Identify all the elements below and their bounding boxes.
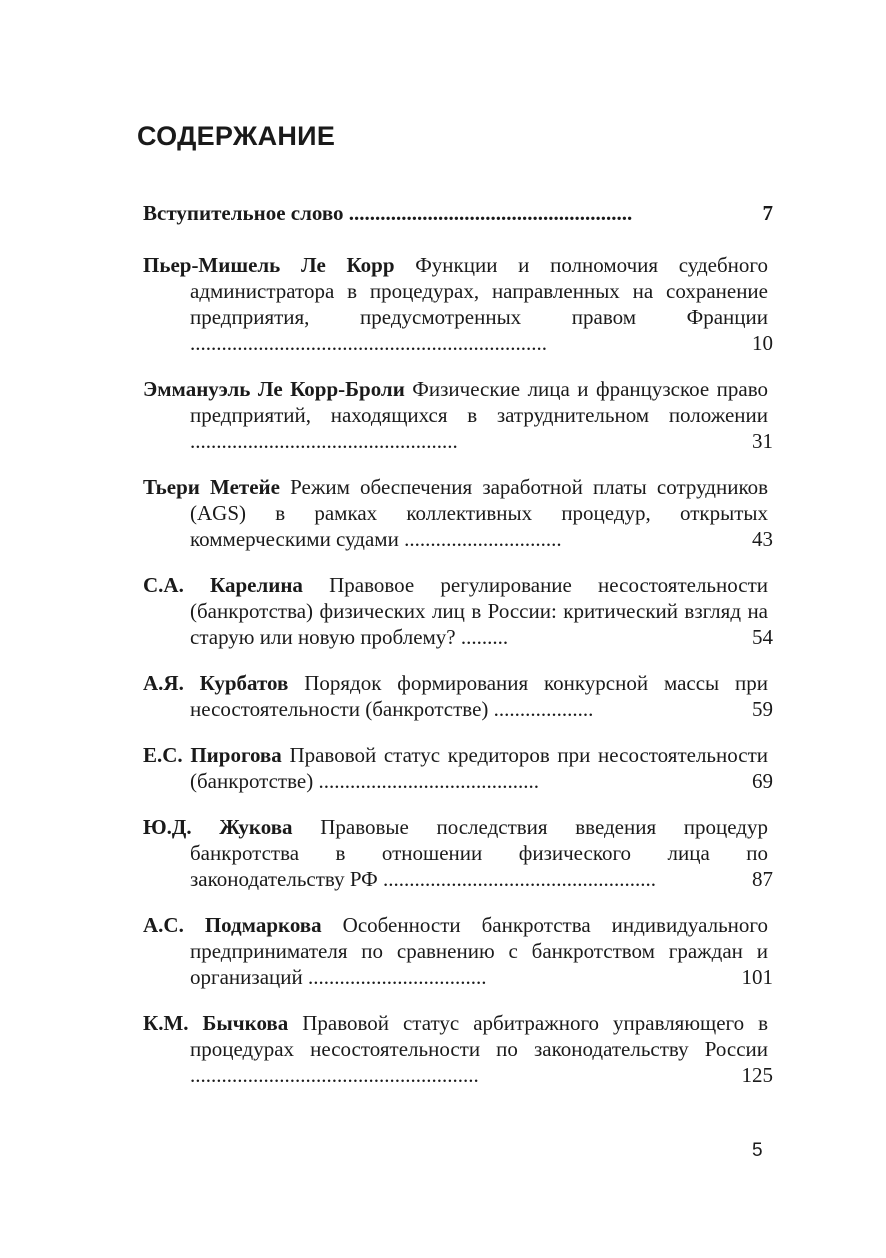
entry-title: Правовое регулирование несостоятельности (банкротства) физических лиц в России: критический взгляд на старую или новую проблему? bbox=[190, 573, 768, 649]
page-title: СОДЕРЖАНИЕ bbox=[137, 121, 336, 151]
entry-page-number: 7 bbox=[762, 201, 773, 225]
toc-entry-introduction[interactable] bbox=[143, 200, 773, 226]
entry-title: Особенности банкротства индивидуального предпринимателя по сравнению с банкротством граждан и организаций bbox=[190, 913, 768, 989]
dot-leader: .......................................... bbox=[318, 769, 539, 793]
entry-author: А.С. Подмаркова bbox=[143, 913, 322, 937]
toc-entry[interactable] bbox=[143, 1010, 773, 1088]
dot-leader: ................................................... bbox=[190, 429, 458, 453]
entry-text bbox=[143, 572, 768, 650]
toc-entry[interactable] bbox=[143, 474, 773, 552]
entry-page-number: 54 bbox=[752, 625, 773, 649]
entry-title: Физические лица и французское право предприятий, находящихся в затруднительном положении bbox=[190, 377, 768, 427]
entry-page-number: 87 bbox=[752, 867, 773, 891]
entry-text bbox=[143, 1010, 768, 1088]
entry-text bbox=[143, 376, 768, 454]
dot-leader: .................................. bbox=[308, 965, 487, 989]
entry-page-number: 59 bbox=[752, 697, 773, 721]
dot-leader: ................... bbox=[493, 697, 594, 721]
entry-page-number: 10 bbox=[752, 331, 773, 355]
entry-text bbox=[143, 200, 768, 226]
entry-page-number: 101 bbox=[741, 965, 773, 989]
dot-leader: .............................. bbox=[404, 527, 562, 551]
entry-page-number: 43 bbox=[752, 527, 773, 551]
entry-text bbox=[143, 742, 768, 794]
toc-entry[interactable] bbox=[143, 252, 773, 356]
entry-text bbox=[143, 670, 768, 722]
entry-text bbox=[143, 912, 768, 990]
entry-author: Пьер-Мишель Ле Корр bbox=[143, 253, 395, 277]
entry-author: С.А. Карелина bbox=[143, 573, 303, 597]
entry-author: Е.С. Пирогова bbox=[143, 743, 282, 767]
entry-text bbox=[143, 252, 768, 356]
toc-entry[interactable] bbox=[143, 742, 773, 794]
entry-title: Функции и полномочия судебного администратора в процедурах, направленных на сохранение предприятия, предусмотренных правом Франции bbox=[190, 253, 768, 329]
dot-leader: ....................................................... bbox=[190, 1063, 479, 1087]
entry-page-number: 125 bbox=[741, 1063, 773, 1087]
toc-entry[interactable] bbox=[143, 912, 773, 990]
entry-text bbox=[143, 474, 768, 552]
entry-page-number: 69 bbox=[752, 769, 773, 793]
entry-author: Ю.Д. Жукова bbox=[143, 815, 293, 839]
entry-title: Режим обеспечения заработной платы сотрудников (AGS) в рамках коллективных процедур, открытых коммерческими судами bbox=[190, 475, 768, 551]
toc-entry[interactable] bbox=[143, 670, 773, 722]
toc-entry[interactable] bbox=[143, 814, 773, 892]
dot-leader: ...................................................... bbox=[348, 201, 633, 225]
toc-entry[interactable] bbox=[143, 376, 773, 454]
entry-title: Правовые последствия введения процедур банкротства в отношении физического лица по законодательству РФ bbox=[190, 815, 768, 891]
entry-author: Тьери Метейе bbox=[143, 475, 280, 499]
dot-leader: ......... bbox=[460, 625, 509, 649]
toc-entry[interactable] bbox=[143, 572, 773, 650]
entry-title: Правовой статус кредиторов при несостоятельности (банкротстве) bbox=[190, 743, 768, 793]
entry-title: Вступительное слово bbox=[143, 201, 344, 225]
entry-text bbox=[143, 814, 768, 892]
entry-author: А.Я. Курбатов bbox=[143, 671, 289, 695]
dot-leader: .................................................................... bbox=[190, 331, 547, 355]
entry-title: Порядок формирования конкурсной массы при несостоятельности (банкротстве) bbox=[190, 671, 768, 721]
dot-leader: .................................................... bbox=[383, 867, 657, 891]
entry-page-number: 31 bbox=[752, 429, 773, 453]
table-of-contents bbox=[143, 200, 773, 1108]
entry-author: К.М. Бычкова bbox=[143, 1011, 289, 1035]
folio-page-number: 5 bbox=[752, 1140, 763, 1161]
entry-title: Правовой статус арбитражного управляющего в процедурах несостоятельности по законодательству России bbox=[190, 1011, 768, 1061]
entry-author: Эммануэль Ле Корр-Броли bbox=[143, 377, 405, 401]
